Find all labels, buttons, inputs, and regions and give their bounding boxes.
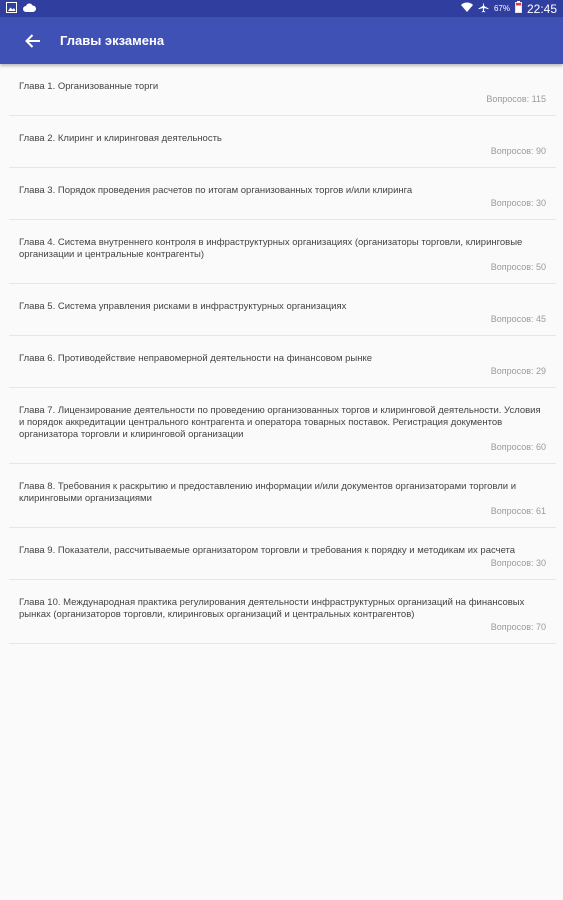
chapter-question-count: Вопросов: 30 [490, 558, 546, 568]
chapter-question-count: Вопросов: 45 [490, 314, 546, 324]
chapter-question-count: Вопросов: 115 [486, 94, 546, 104]
chapter-title: Глава 1. Организованные торги [19, 81, 159, 92]
battery-icon [515, 1, 522, 16]
chapter-title: Глава 7. Лицензирование деятельности по проведению организованных торгов и клиринговой деятельности. Условия и порядок аккредитации центрального контрагента и оператора товарных поставок. Регистрация документов организатора торговли и клиринговой организации [19, 405, 541, 440]
chapter-title: Глава 5. Система управления рисками в инфраструктурных организациях [19, 301, 347, 312]
chapter-title: Глава 10. Международная практика регулирования деятельности инфраструктурных организаций на финансовых рынках (организаторов торговли, клиринговых организаций и центральных контрагентов) [19, 597, 525, 620]
chapter-title: Глава 9. Показатели, рассчитываемые организатором торговли и требования к порядку и методикам их расчета [19, 545, 516, 556]
back-button[interactable] [21, 29, 45, 53]
chapter-item[interactable] [9, 220, 556, 284]
chapter-title: Глава 6. Противодействие неправомерной деятельности на финансовом рынке [19, 353, 373, 364]
airplane-icon [478, 2, 489, 16]
chapter-list [9, 64, 556, 644]
wifi-icon [461, 2, 473, 15]
chapter-question-count: Вопросов: 29 [490, 366, 546, 376]
chapter-item[interactable] [9, 284, 556, 336]
chapter-item[interactable] [9, 528, 556, 580]
chapter-question-count: Вопросов: 60 [490, 442, 546, 452]
chapter-question-count: Вопросов: 30 [490, 198, 546, 208]
chapter-item[interactable] [9, 336, 556, 388]
chapter-question-count: Вопросов: 50 [490, 262, 546, 272]
chapter-item[interactable] [9, 168, 556, 220]
app-bar [0, 17, 563, 64]
chapter-title: Глава 4. Система внутреннего контроля в инфраструктурных организациях (организаторы торговли, клиринговые организации и центральные контрагенты) [19, 237, 523, 260]
chapter-item[interactable] [9, 388, 556, 464]
chapter-item[interactable] [9, 64, 556, 116]
chapter-title: Глава 8. Требования к раскрытию и предоставлению информации и/или документов организаторами торговли и клиринговыми организациями [19, 481, 517, 504]
chapter-title: Глава 3. Порядок проведения расчетов по итогам организованных торгов и/или клиринга [19, 185, 413, 196]
chapter-item[interactable] [9, 464, 556, 528]
cloud-icon [23, 3, 36, 15]
gallery-icon [6, 2, 17, 16]
status-bar-right [461, 1, 557, 16]
arrow-back-icon [25, 34, 41, 48]
battery-percent: 67% [493, 4, 510, 13]
chapter-item[interactable] [9, 116, 556, 168]
status-bar [0, 0, 563, 17]
page-title: Главы экзамена [60, 33, 165, 48]
chapter-question-count: Вопросов: 61 [490, 506, 546, 516]
status-bar-left [6, 2, 36, 16]
chapter-question-count: Вопросов: 70 [490, 622, 546, 632]
chapter-title: Глава 2. Клиринг и клиринговая деятельность [19, 133, 222, 144]
chapter-question-count: Вопросов: 90 [490, 146, 546, 156]
status-time: 22:45 [526, 1, 557, 16]
chapter-item[interactable] [9, 580, 556, 644]
